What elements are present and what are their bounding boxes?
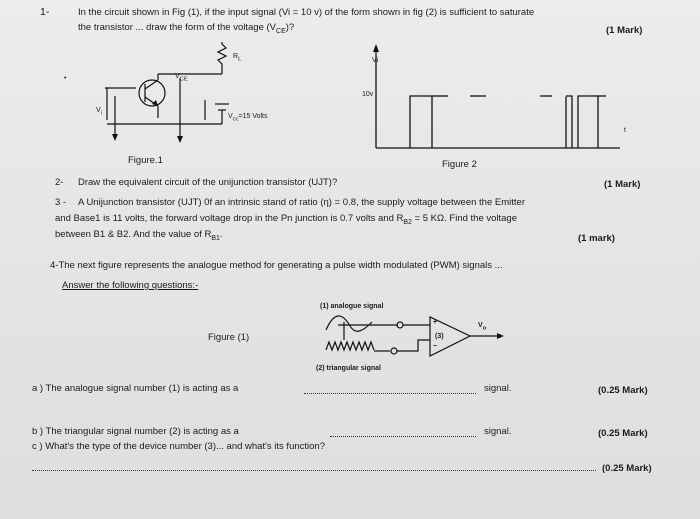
q3-line3: between B1 & B2. And the value of $R_{B1}$. bbox=[55, 229, 223, 242]
q4-figure-label: Figure (1) bbox=[208, 332, 250, 343]
figure2-caption: Figure 2 bbox=[442, 159, 477, 170]
bullet-dot: • bbox=[64, 75, 67, 82]
q4-intro: 4-The next figure represents the analogue method for generating a pulse width modulated (PWM) signals ... bbox=[50, 260, 503, 271]
q2-text: Draw the equivalent circuit of the unijunction transistor (UJT)? bbox=[78, 177, 338, 188]
q4a-text: a ) The analogue signal number (1) is acting as a bbox=[32, 383, 239, 394]
q3-line2: and Base1 is 11 volts, the forward voltage drop in the Pn junction is 0.7 volts and $R_{B2} = 5$ KΩ. Find the voltage bbox=[55, 213, 518, 226]
fig2-axis-t-label: t bbox=[624, 127, 626, 134]
fig1-vi-label: $V_i$ bbox=[96, 107, 102, 117]
q4c-mark: (0.25 Mark) bbox=[602, 463, 652, 474]
q4a-answer-blank[interactable] bbox=[304, 393, 476, 394]
q1-mark: (1 Mark) bbox=[606, 25, 643, 36]
device-number-label: (3) bbox=[435, 333, 444, 340]
q3-number: 3 - bbox=[55, 197, 67, 208]
q4b-answer-blank[interactable] bbox=[330, 436, 476, 437]
q3-mark: (1 mark) bbox=[578, 233, 615, 244]
comparator-minus: − bbox=[433, 343, 438, 350]
q1-number: 1- bbox=[40, 6, 50, 18]
fig2-level-label: 10v bbox=[362, 91, 374, 98]
triangular-signal-label: (2) triangular signal bbox=[316, 365, 381, 372]
q4b-text: b ) The triangular signal number (2) is acting as a bbox=[32, 426, 239, 437]
q4-answer-heading: Answer the following questions:- bbox=[62, 280, 199, 291]
q1-line1: In the circuit shown in Fig (1), if the input signal (Vi = 10 v) of the form shown in fig (2) is sufficient to saturate bbox=[78, 7, 535, 18]
q4a-end: signal. bbox=[484, 383, 512, 394]
q4b-mark: (0.25 Mark) bbox=[598, 428, 648, 439]
q2-number: 2- bbox=[55, 177, 64, 188]
fig1-vcc-label: $V_{cc}=15$ Volts bbox=[228, 113, 268, 123]
analogue-signal-label: (1) analogue signal bbox=[320, 303, 384, 310]
q4b-end: signal. bbox=[484, 426, 512, 437]
q1-line2: the transistor ... draw the form of the voltage $(V_{CE})$? bbox=[78, 22, 295, 35]
q2-mark: (1 Mark) bbox=[604, 179, 641, 190]
fig2-axis-y-label: Vi bbox=[372, 57, 379, 64]
q3-line1: A Unijunction transistor (UJT) 0f an intrinsic stand of ratio (η) = 0.8, the supply voltage between the Emitter bbox=[78, 197, 525, 208]
fig1-rl-label: $R_L$ bbox=[233, 53, 242, 63]
fig1-vce-label: $V_{CE}$ bbox=[175, 73, 188, 83]
q4c-answer-blank[interactable] bbox=[32, 470, 596, 471]
comparator-plus: + bbox=[433, 319, 438, 326]
q4a-mark: (0.25 Mark) bbox=[598, 385, 648, 396]
vo-label: $V_o$ bbox=[478, 322, 487, 332]
figure1-caption: Figure.1 bbox=[128, 155, 163, 166]
q4c-text: c ) What's the type of the device number (3)... and what's its function? bbox=[32, 441, 325, 452]
